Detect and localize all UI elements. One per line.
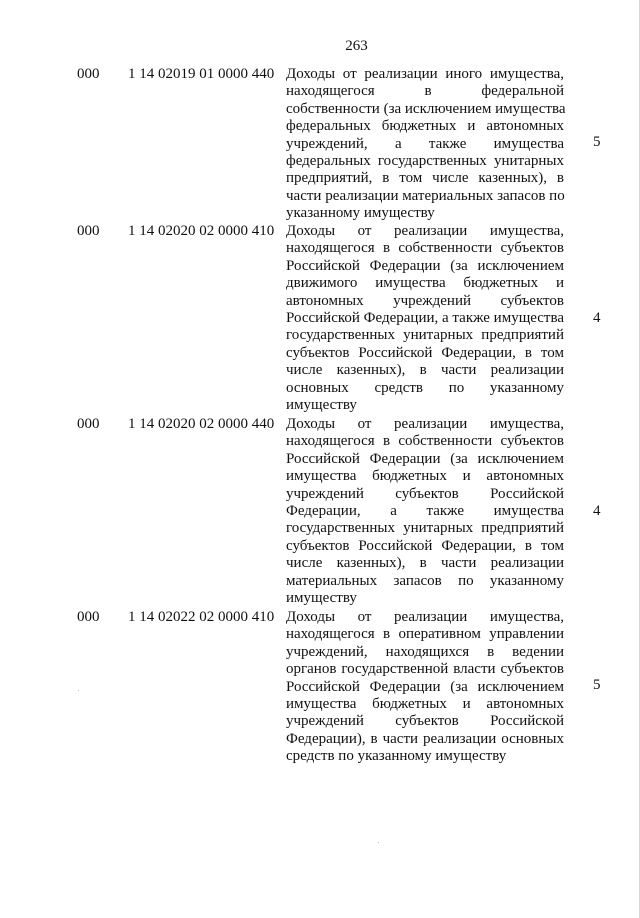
kbk-code: 1 14 02022 02 0000 410 xyxy=(128,609,275,625)
description-line: Российской Федерации (за исключением xyxy=(286,257,564,274)
description-line: учреждений, а также имущества xyxy=(286,135,564,152)
description-line: Федерации), в части реализации основных xyxy=(286,730,564,747)
description-line: указанному имуществу xyxy=(286,205,435,222)
description-line: учреждений, находящихся в ведении xyxy=(286,643,564,660)
description-line: имущества бюджетных и автономных xyxy=(286,468,564,485)
description-line: части реализации материальных запасов по xyxy=(286,187,565,204)
description-line: Доходы от реализации иного имущества, xyxy=(286,66,564,82)
description-line: находящегося в федеральной xyxy=(286,83,564,100)
description-line: Доходы от реализации имущества, xyxy=(286,223,564,239)
page-number: 263 xyxy=(345,38,368,54)
income-description xyxy=(286,609,564,766)
description-line: имущества бюджетных и автономных xyxy=(286,696,564,713)
description-line: государственных унитарных предприятий xyxy=(286,327,564,344)
description-line: федеральных бюджетных и автономных xyxy=(286,118,564,135)
description-line: материальных запасов по указанному xyxy=(286,572,564,589)
norm-value: 4 xyxy=(593,503,601,519)
admin-code: 000 xyxy=(77,223,100,239)
description-line: находящегося в оперативном управлении xyxy=(286,626,564,643)
description-line: автономных учреждений субъектов xyxy=(286,292,564,309)
description-line: основных средств по указанному xyxy=(286,379,564,396)
description-line: государственных унитарных предприятий xyxy=(286,520,564,537)
description-line: федеральных государственных унитарных xyxy=(286,153,564,170)
income-description xyxy=(286,66,564,223)
description-line: учреждений субъектов Российской xyxy=(286,713,564,730)
description-line: находящегося в собственности субъектов xyxy=(286,240,564,257)
admin-code: 000 xyxy=(77,66,100,82)
admin-code: 000 xyxy=(77,609,100,625)
description-line: числе казенных), в части реализации xyxy=(286,555,564,572)
description-line: Российской Федерации (за исключением xyxy=(286,678,564,695)
description-line: Доходы от реализации имущества, xyxy=(286,609,564,625)
description-line: учреждений субъектов Российской xyxy=(286,485,564,502)
description-line: органов государственной власти субъектов xyxy=(286,661,564,678)
description-line: субъектов Российской Федерации, в том xyxy=(286,537,564,554)
description-line: движимого имущества бюджетных и xyxy=(286,275,564,292)
description-line: субъектов Российской Федерации, в том xyxy=(286,344,564,361)
description-line: Доходы от реализации имущества, xyxy=(286,416,564,432)
kbk-code: 1 14 02019 01 0000 440 xyxy=(128,66,275,82)
income-description xyxy=(286,416,564,607)
description-line: имуществу xyxy=(286,397,357,414)
description-line: предприятий, в том числе казенных), в xyxy=(286,170,564,187)
description-line: средств по указанному имуществу xyxy=(286,748,507,765)
kbk-code: 1 14 02020 02 0000 440 xyxy=(128,416,275,432)
description-line: Российской Федерации (за исключением xyxy=(286,450,564,467)
description-line: собственности (за исключением имущества xyxy=(286,100,566,117)
description-line: имуществу xyxy=(286,590,357,607)
description-line: Российской Федерации, а также имущества xyxy=(286,310,565,327)
admin-code: 000 xyxy=(77,416,100,432)
scan-speck xyxy=(378,842,379,843)
norm-value: 4 xyxy=(593,310,601,326)
norm-value: 5 xyxy=(593,134,601,150)
description-line: находящегося в собственности субъектов xyxy=(286,433,564,450)
income-description xyxy=(286,223,564,414)
description-line: числе казенных), в части реализации xyxy=(286,362,564,379)
scan-speck xyxy=(78,690,79,691)
kbk-code: 1 14 02020 02 0000 410 xyxy=(128,223,275,239)
description-line: Федерации, а также имущества xyxy=(286,503,564,520)
norm-value: 5 xyxy=(593,677,601,693)
